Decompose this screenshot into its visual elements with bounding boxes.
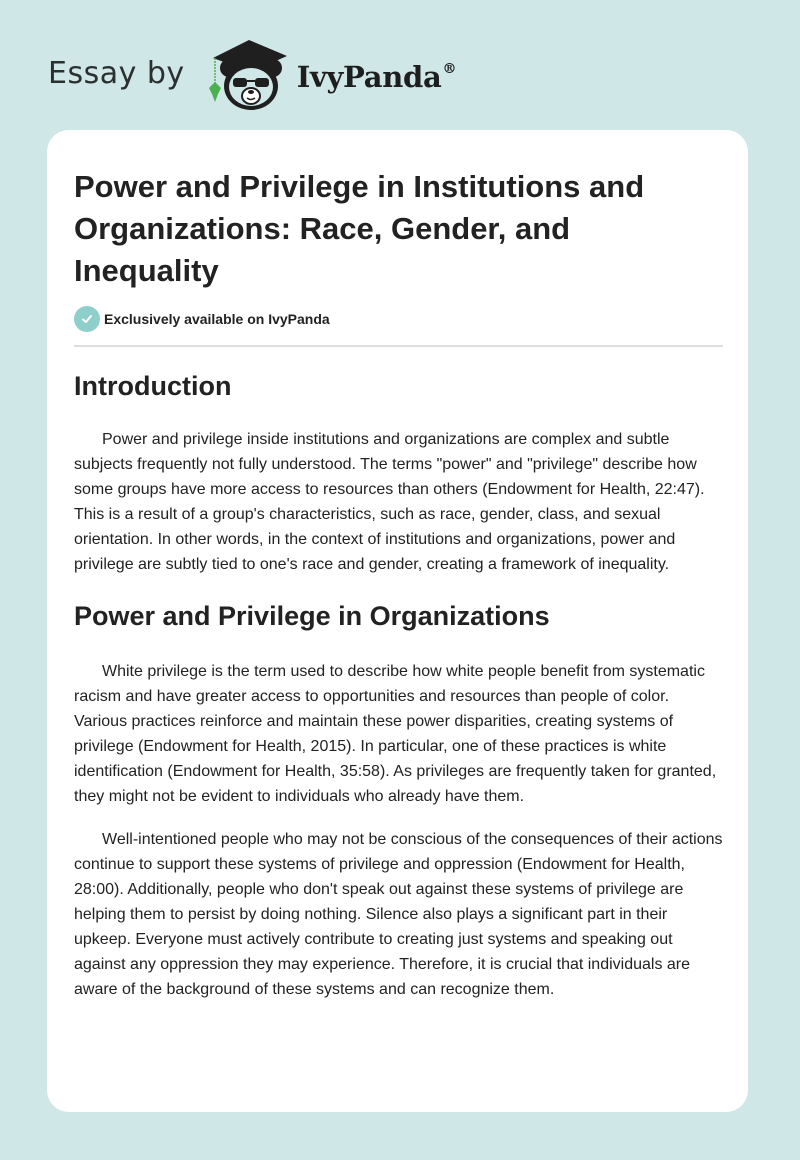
- essay-body: [74, 367, 726, 1002]
- brand-name[interactable]: IvyPanda®: [296, 60, 457, 94]
- check-circle-icon: [74, 306, 100, 332]
- essay-by-label: Essay by: [48, 55, 185, 91]
- section-heading-power-privilege: Power and Privilege in Organizations: [74, 601, 550, 631]
- essay-card: [47, 130, 748, 1112]
- site-header: [48, 36, 456, 112]
- paragraph: Power and privilege inside institutions and organizations are complex and subtle subjects frequently not fully understood. The terms "power" and "privilege" describe how some groups have more access to resources than others (Endowment for Health, 22:47). This is a result of a group's characteristics, such as race, gender, class, and sexual orientation. In other words, in the context of institutions and organizations, power and privilege are subtly tied to one's race and gender, creating a framework of inequality.: [74, 431, 705, 573]
- divider: [74, 345, 723, 347]
- panda-logo-icon[interactable]: [203, 36, 291, 112]
- essay-title: Power and Privilege in Institutions and Organizations: Race, Gender, and Inequality: [74, 169, 645, 288]
- badge-text: Exclusively available on IvyPanda: [104, 311, 330, 327]
- paragraph: White privilege is the term used to describe how white people benefit from systematic racism and have greater access to opportunities and resources than people of color. Various practices reinforce and maintain these power disparities, creating systems of privilege (Endowment for Health, 2015). In particular, one of these practices is white identification (Endowment for Health, 35:58). As privileges are frequently taken for granted, they might not be evident to individuals who already have them.: [74, 663, 717, 805]
- paragraph: Well-intentioned people who may not be conscious of the consequences of their actions continue to support these systems of privilege and oppression (Endowment for Health, 28:00). Additionally, people who don't speak out against these systems of privilege are helping them to persist by doing nothing. Silence also plays a significant part in their upkeep. Everyone must actively contribute to creating just systems and speaking out against any oppression they may experience. Therefore, it is crucial that individuals are aware of the background of these systems and can recognize them.: [74, 831, 723, 998]
- exclusive-badge: [74, 306, 330, 332]
- section-heading-introduction: Introduction: [74, 371, 232, 401]
